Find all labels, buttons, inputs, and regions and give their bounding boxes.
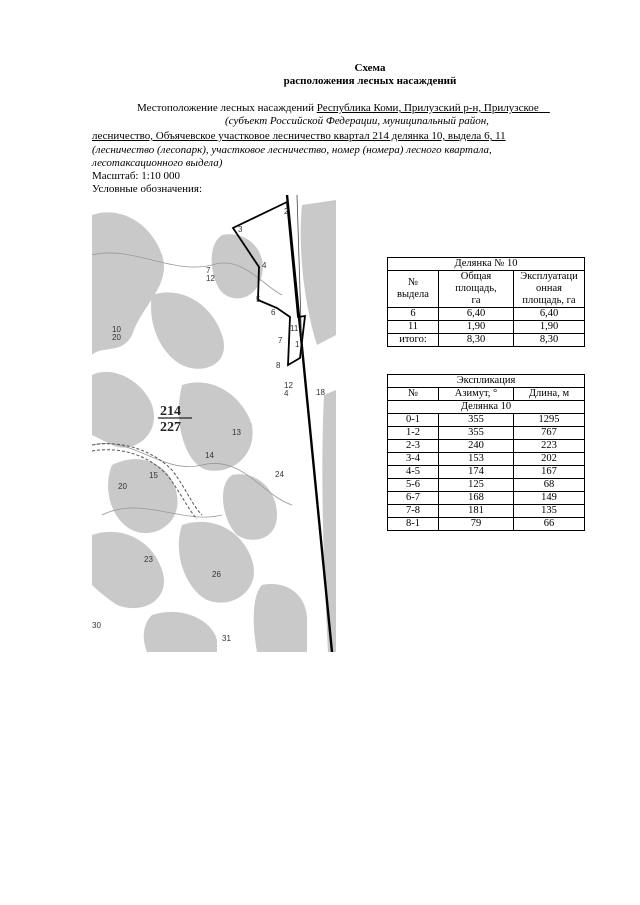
- location-value-1: Республика Коми, Прилузский р-н, Прилузское: [316, 102, 539, 114]
- stand-label: 4: [284, 389, 289, 398]
- table-row: [388, 453, 585, 466]
- header-line: №: [407, 277, 419, 288]
- table-row: [388, 492, 585, 505]
- header-line: выдела: [397, 289, 429, 300]
- table-cell: 8,30: [514, 334, 585, 347]
- header-line: площадь,: [455, 283, 497, 294]
- header-line: онная: [536, 283, 562, 294]
- header-line: Общая: [460, 271, 492, 282]
- stand-label: 23: [144, 555, 153, 564]
- table-cell: 11: [388, 321, 439, 334]
- stand-label: 26: [212, 570, 221, 579]
- table-row: [388, 308, 585, 321]
- explication-body: [388, 414, 585, 531]
- point-label-8: 8: [276, 361, 281, 370]
- table-cell: 125: [439, 479, 514, 492]
- table-cell: 7-8: [388, 505, 439, 518]
- stand-label: 7: [206, 266, 211, 275]
- plot-header-area: [439, 271, 514, 308]
- doc-title: Схема: [354, 62, 386, 74]
- location-note-1: (субъект Российской Федерации, муниципальный район,: [225, 115, 489, 127]
- stand-label: 31: [222, 634, 231, 643]
- location-value-2: лесничество, Объячевское участковое лесничество квартал 214 делянка 10, выдела 6, 11: [92, 130, 506, 142]
- legend-text: Условные обозначения:: [92, 183, 203, 195]
- table-row: [388, 321, 585, 334]
- table-cell: 355: [439, 414, 514, 427]
- explication-subtitle: Делянка 10: [388, 401, 585, 414]
- table-cell: 3-4: [388, 453, 439, 466]
- table-cell: 0-1: [388, 414, 439, 427]
- table-cell: 8-1: [388, 518, 439, 531]
- explication-title: Экспликация: [388, 375, 585, 388]
- table-cell: 79: [439, 518, 514, 531]
- stand-label: 20: [118, 482, 127, 491]
- point-label-4: 4: [262, 261, 267, 270]
- table-cell: 167: [514, 466, 585, 479]
- stand-label: 24: [275, 470, 284, 479]
- table-row: [388, 334, 585, 347]
- table-cell: 1,90: [439, 321, 514, 334]
- plot-header-exploit: [514, 271, 585, 308]
- table-cell: 1-2: [388, 427, 439, 440]
- table-cell: итого:: [388, 334, 439, 347]
- location-line-1: [137, 102, 550, 114]
- location-note-3: лесотаксационного выдела): [92, 157, 223, 169]
- location-note-2: (лесничество (лесопарк), участковое лесничество, номер (номера) лесного квартала,: [92, 144, 492, 156]
- table-row: [388, 518, 585, 531]
- table-cell: 2-3: [388, 440, 439, 453]
- header-line: Эксплуатаци: [520, 271, 578, 282]
- table-cell: 174: [439, 466, 514, 479]
- table-cell: 1,90: [514, 321, 585, 334]
- stand-label: 12: [206, 274, 215, 283]
- stand-label: 13: [232, 428, 241, 437]
- point-label-5: 5: [256, 295, 261, 304]
- table-cell: 202: [514, 453, 585, 466]
- explication-header-azimuth: Азимут, °: [439, 388, 514, 401]
- table-cell: 6: [388, 308, 439, 321]
- table-cell: 6,40: [439, 308, 514, 321]
- table-cell: 355: [439, 427, 514, 440]
- map-svg: [92, 195, 336, 652]
- table-cell: 6,40: [514, 308, 585, 321]
- plot-table: [387, 257, 585, 347]
- table-cell: 5-6: [388, 479, 439, 492]
- table-cell: 68: [514, 479, 585, 492]
- stand-label: 11: [290, 324, 299, 333]
- stand-label: 10: [112, 325, 121, 334]
- point-label-2: 2: [284, 207, 289, 216]
- table-row: [388, 440, 585, 453]
- explication-table: [387, 374, 585, 531]
- table-cell: 223: [514, 440, 585, 453]
- stand-label: 12: [284, 381, 293, 390]
- table-cell: 8,30: [439, 334, 514, 347]
- scale-text: Масштаб: 1:10 000: [92, 170, 181, 182]
- header-line: га: [471, 295, 481, 306]
- table-row: [388, 466, 585, 479]
- point-label-3: 3: [238, 225, 243, 234]
- table-row: [388, 427, 585, 440]
- point-label-7: 7: [278, 336, 283, 345]
- stand-label: 18: [316, 388, 325, 397]
- stand-label: 30: [92, 621, 101, 630]
- forest-map: [92, 195, 336, 652]
- table-cell: 168: [439, 492, 514, 505]
- quarter-number-top: 214: [160, 404, 181, 419]
- point-label-1: 1: [295, 340, 300, 349]
- table-cell: 4-5: [388, 466, 439, 479]
- quarter-number-bottom: 227: [160, 420, 181, 435]
- stand-label: 15: [149, 471, 158, 480]
- table-cell: 135: [514, 505, 585, 518]
- table-row: [388, 414, 585, 427]
- header-line: площадь, га: [522, 295, 576, 306]
- explication-header-number: №: [388, 388, 439, 401]
- table-cell: 6-7: [388, 492, 439, 505]
- table-cell: 240: [439, 440, 514, 453]
- plot-header-number: [388, 271, 439, 308]
- table-cell: 1295: [514, 414, 585, 427]
- location-label: Местоположение лесных насаждений: [137, 102, 314, 114]
- plot-table-title: Делянка № 10: [388, 258, 585, 271]
- table-cell: 66: [514, 518, 585, 531]
- doc-subtitle: расположения лесных насаждений: [283, 75, 457, 87]
- point-label-6: 6: [271, 308, 276, 317]
- table-row: [388, 505, 585, 518]
- table-cell: 149: [514, 492, 585, 505]
- explication-header-length: Длина, м: [514, 388, 585, 401]
- table-cell: 181: [439, 505, 514, 518]
- stand-label: 20: [112, 333, 121, 342]
- location-underline-tail: [539, 102, 550, 114]
- table-cell: 153: [439, 453, 514, 466]
- stand-label: 14: [205, 451, 214, 460]
- table-cell: 767: [514, 427, 585, 440]
- table-row: [388, 479, 585, 492]
